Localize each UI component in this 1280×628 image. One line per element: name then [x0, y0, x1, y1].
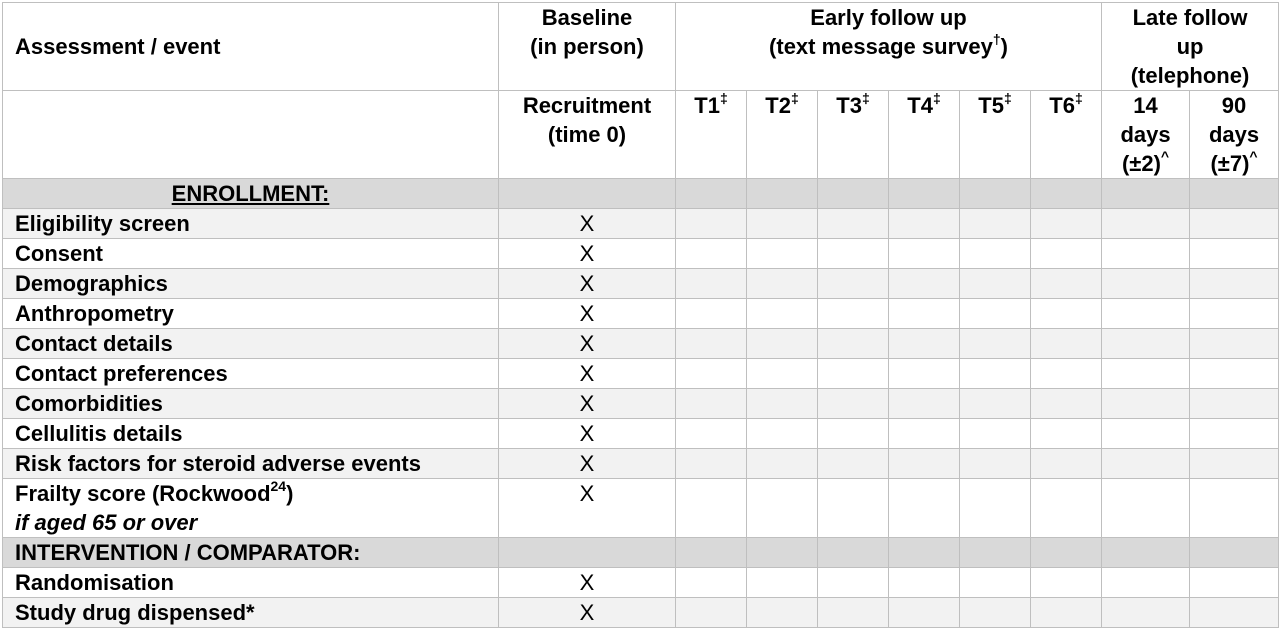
row-label: Contact details	[3, 329, 499, 359]
baseline-mark: X	[499, 419, 676, 449]
row-label: Cellulitis details	[3, 419, 499, 449]
recruitment-header	[499, 91, 676, 179]
row-label: Consent	[3, 239, 499, 269]
table-row	[3, 389, 1279, 419]
late-header-line2: up	[1176, 34, 1204, 59]
baseline-mark: X	[499, 359, 676, 389]
baseline-mark: X	[499, 598, 676, 628]
baseline-header-line2: (in person)	[530, 34, 644, 59]
baseline-mark: X	[499, 479, 676, 538]
dagger-mark: †	[992, 30, 1001, 47]
row-label: Contact preferences	[3, 359, 499, 389]
baseline-header-line1: Baseline	[541, 5, 633, 30]
row-label: Demographics	[3, 269, 499, 299]
baseline-mark: X	[499, 299, 676, 329]
row-label: Study drug dispensed*	[3, 598, 499, 628]
baseline-mark: X	[499, 389, 676, 419]
schedule-of-assessments-table	[2, 2, 1279, 628]
timepoint-t5-header: T5‡	[960, 91, 1031, 179]
section-row-intervention	[3, 538, 1279, 568]
late-header-line3: (telephone)	[1130, 63, 1250, 88]
table-row	[3, 359, 1279, 389]
late-follow-up-header	[1102, 3, 1279, 91]
table-row	[3, 568, 1279, 598]
assessment-event-header: Assessment / event	[3, 3, 499, 91]
timepoint-t3-header: T3‡	[818, 91, 889, 179]
day14-header: 14 days (±2)^	[1102, 91, 1190, 179]
header-row-2	[3, 91, 1279, 179]
table-row	[3, 479, 1279, 538]
timepoint-t6-header: T6‡	[1031, 91, 1102, 179]
reference-mark: 24	[270, 478, 287, 494]
table-row	[3, 329, 1279, 359]
table-row	[3, 419, 1279, 449]
table-row	[3, 269, 1279, 299]
table-row	[3, 209, 1279, 239]
timepoint-t2-header: T2‡	[747, 91, 818, 179]
recruitment-line2: (time 0)	[547, 122, 627, 147]
table-row	[3, 598, 1279, 628]
row-note: if aged 65 or over	[15, 510, 198, 535]
table-row	[3, 239, 1279, 269]
row-label: Comorbidities	[3, 389, 499, 419]
early-header-line2: (text message survey†)	[769, 30, 1008, 59]
timepoint-t1-header: T1‡	[676, 91, 747, 179]
empty-header-cell	[3, 91, 499, 179]
early-header-line1: Early follow up	[810, 5, 967, 30]
recruitment-line1: Recruitment	[522, 93, 652, 118]
table-row	[3, 449, 1279, 479]
late-header-line1: Late follow	[1132, 5, 1248, 30]
early-follow-up-header	[676, 3, 1102, 91]
section-title: INTERVENTION / COMPARATOR:	[3, 538, 499, 568]
row-label: Risk factors for steroid adverse events	[3, 449, 499, 479]
timepoint-t4-header: T4‡	[889, 91, 960, 179]
baseline-mark: X	[499, 329, 676, 359]
day90-header: 90 days (±7)^	[1190, 91, 1279, 179]
baseline-mark: X	[499, 209, 676, 239]
row-label: Randomisation	[3, 568, 499, 598]
table-row	[3, 299, 1279, 329]
baseline-mark: X	[499, 269, 676, 299]
baseline-mark: X	[499, 239, 676, 269]
row-label: Anthropometry	[3, 299, 499, 329]
header-row-1	[3, 3, 1279, 91]
row-label-frailty: Frailty score (Rockwood$^{24}$) if aged 65 or over	[3, 479, 499, 538]
baseline-mark: X	[499, 449, 676, 479]
baseline-header	[499, 3, 676, 91]
row-label: Eligibility screen	[3, 209, 499, 239]
section-row-enrollment	[3, 179, 1279, 209]
baseline-mark: X	[499, 568, 676, 598]
section-title: ENROLLMENT:	[3, 179, 499, 209]
